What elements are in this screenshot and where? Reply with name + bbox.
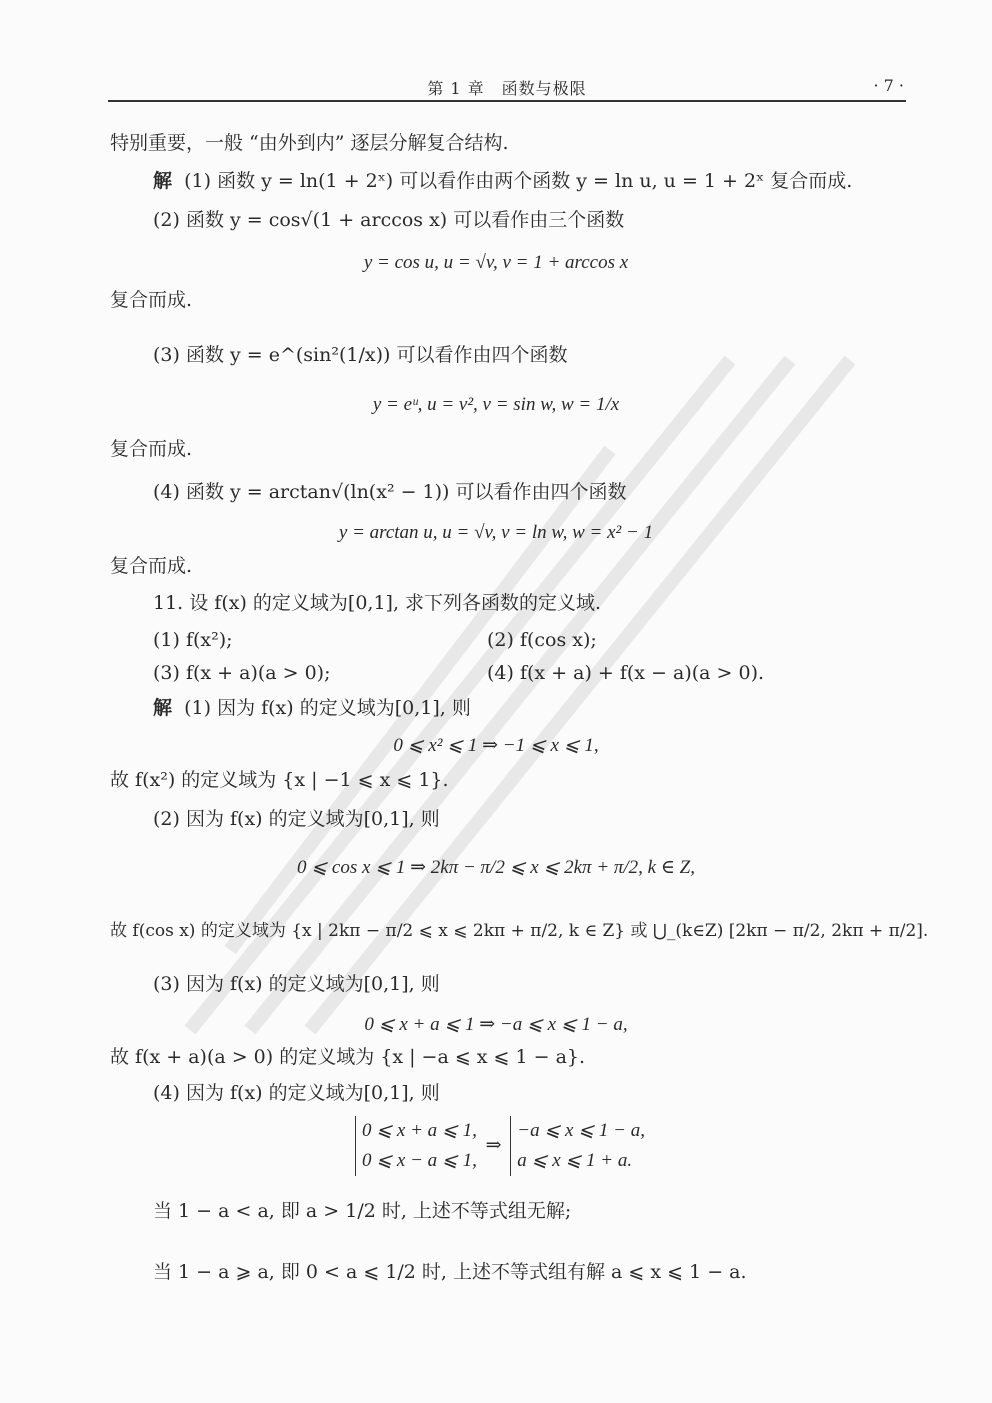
running-header <box>108 72 906 100</box>
question-11-item-1: (1) f(x²); <box>153 629 233 651</box>
answer-2-head: (2) 因为 f(x) 的定义域为[0,1], 则 <box>153 808 440 830</box>
solution-label: 解 <box>153 170 173 192</box>
solution-3-tail: 复合而成. <box>110 438 193 460</box>
implies-symbol: ⇒ <box>485 1135 502 1156</box>
answer-4-head: (4) 因为 f(x) 的定义域为[0,1], 则 <box>153 1082 440 1104</box>
solution-2-equation: y = cos u, u = √v, v = 1 + arccos x <box>363 252 629 273</box>
answer-3-equation: 0 ⩽ x + a ⩽ 1 ⇒ −a ⩽ x ⩽ 1 − a, <box>364 1014 628 1035</box>
question-11-item-3: (3) f(x + a)(a > 0); <box>153 662 331 684</box>
answer-1-equation: 0 ⩽ x² ⩽ 1 ⇒ −1 ⩽ x ⩽ 1, <box>393 735 599 756</box>
answer-1-head: 解 (1) 因为 f(x) 的定义域为[0,1], 则 <box>153 697 471 719</box>
intro-text: 特别重要，一般 “由外到内” 逐层分解复合结构. <box>110 132 509 154</box>
solution-1-text: (1) 函数 y = ln(1 + 2ˣ) 可以看作由两个函数 y = ln u, u = 1 + 2ˣ 复合而成. <box>184 170 853 192</box>
answer-1-tail: 故 f(x²) 的定义域为 {x | −1 ⩽ x ⩽ 1}. <box>110 769 449 791</box>
answer-3-head: (3) 因为 f(x) 的定义域为[0,1], 则 <box>153 973 440 995</box>
solution-label: 解 <box>153 697 173 719</box>
solution-part-1 <box>153 168 852 194</box>
solution-4-head: (4) 函数 y = arctan√(ln(x² − 1)) 可以看作由四个函数 <box>153 481 627 503</box>
answer-3-tail: 故 f(x + a)(a > 0) 的定义域为 {x | −a ⩽ x ⩽ 1 − a}. <box>110 1046 586 1068</box>
header-rule <box>108 100 906 102</box>
solution-3-head: (3) 函数 y = e^(sin²(1/x)) 可以看作由四个函数 <box>153 344 568 366</box>
answer-4-case-1: 当 1 − a < a, 即 a > 1/2 时, 上述不等式组无解; <box>153 1200 572 1222</box>
solution-2-tail: 复合而成. <box>110 289 193 311</box>
page-number: · 7 · <box>873 76 904 95</box>
answer-2-equation: 0 ⩽ cos x ⩽ 1 ⇒ 2kπ − π/2 ⩽ x ⩽ 2kπ + π/2, k ∈ Z, <box>297 857 695 878</box>
system-right: −a ⩽ x ⩽ 1 − a, a ⩽ x ⩽ 1 + a. <box>510 1116 645 1176</box>
solution-4-equation: y = arctan u, u = √v, v = ln w, w = x² − 1 <box>338 522 654 543</box>
question-11-item-4: (4) f(x + a) + f(x − a)(a > 0). <box>487 662 765 684</box>
solution-2-head: (2) 函数 y = cos√(1 + arccos x) 可以看作由三个函数 <box>153 209 625 231</box>
question-11-item-2: (2) f(cos x); <box>487 629 597 651</box>
system-left: 0 ⩽ x + a ⩽ 1, 0 ⩽ x − a ⩽ 1, <box>355 1116 477 1176</box>
question-11: 11. 设 f(x) 的定义域为[0,1], 求下列各函数的定义域. <box>153 592 602 614</box>
answer-2-tail: 故 f(cos x) 的定义域为 {x | 2kπ − π/2 ⩽ x ⩽ 2kπ + π/2, k ∈ Z} 或 ⋃_(k∈Z) [2kπ − π/2, 2kπ + π/2]. <box>110 921 929 941</box>
answer-4-system <box>355 1116 645 1176</box>
chapter-title: 第 1 章 函数与极限 <box>427 79 587 98</box>
answer-4-case-2: 当 1 − a ⩾ a, 即 0 < a ⩽ 1/2 时, 上述不等式组有解 a ⩽ x ⩽ 1 − a. <box>153 1261 747 1283</box>
solution-4-tail: 复合而成. <box>110 555 193 577</box>
solution-3-equation: y = eᵘ, u = v², v = sin w, w = 1/x <box>372 394 620 415</box>
